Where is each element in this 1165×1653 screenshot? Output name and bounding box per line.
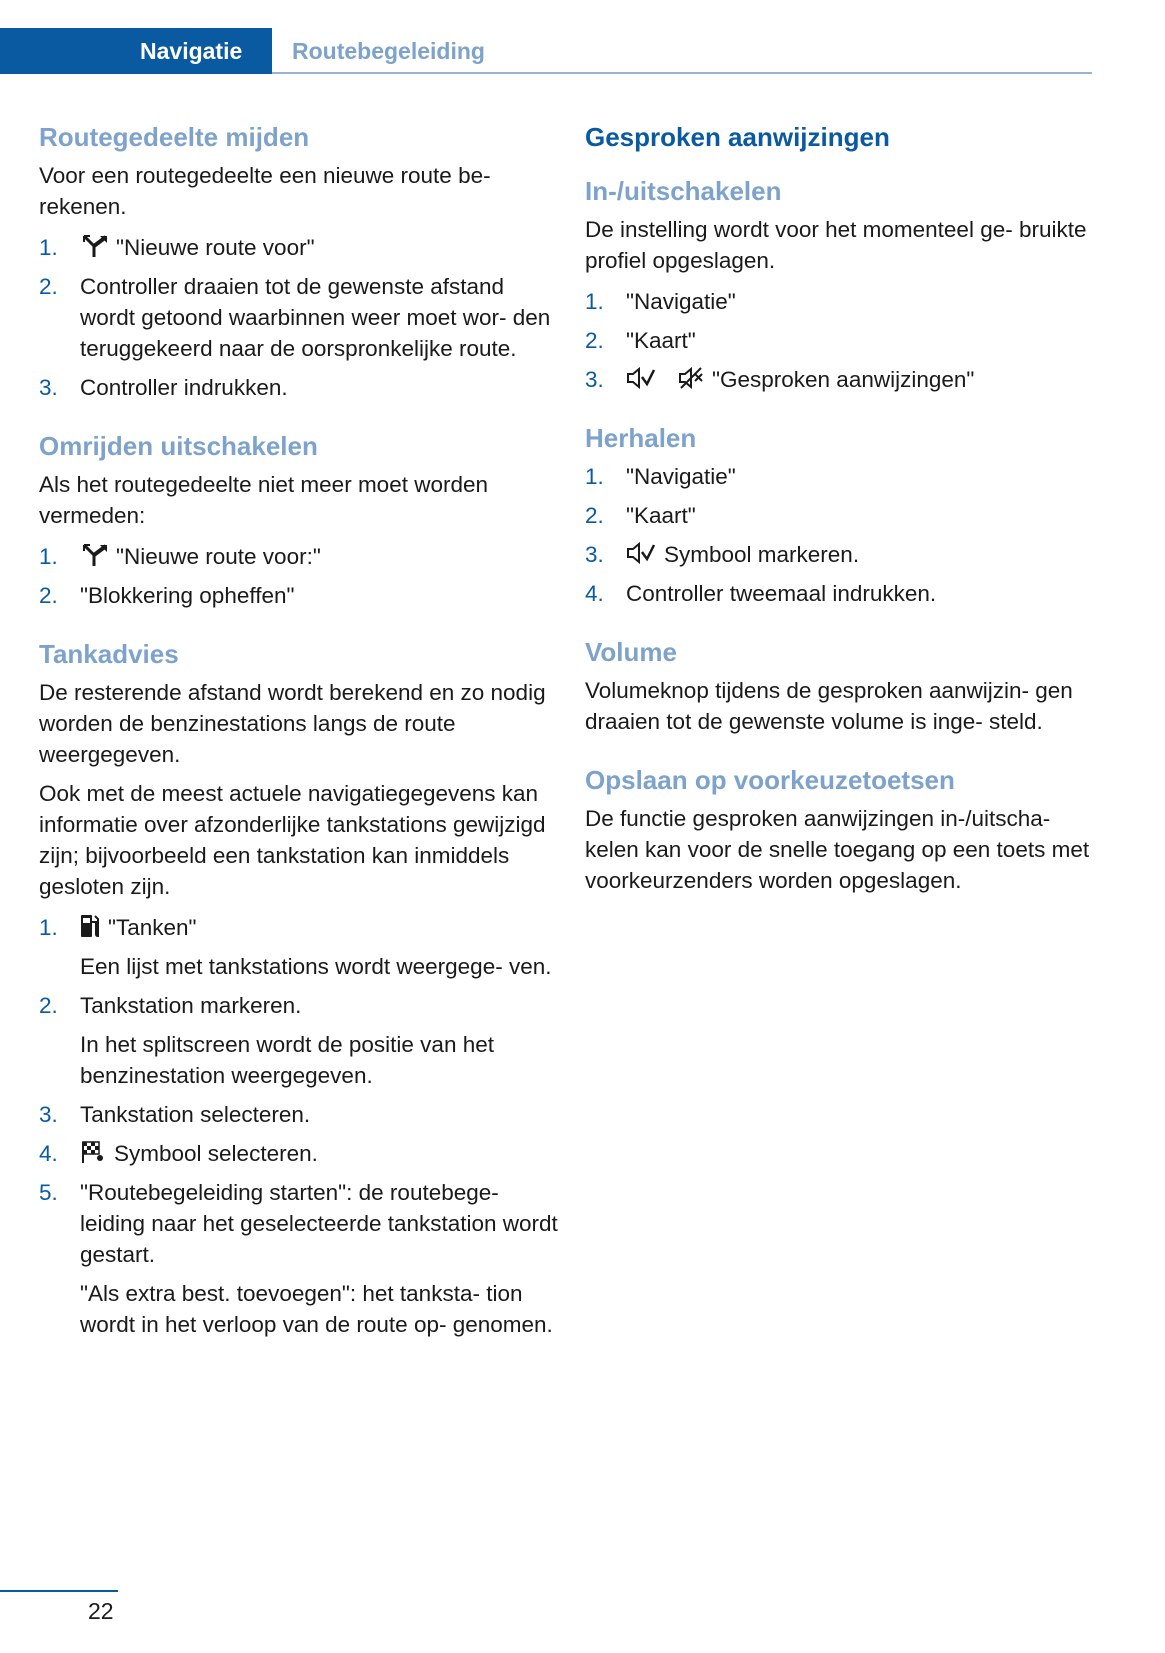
heading-gesproken-aanwijzingen: Gesproken aanwijzingen	[585, 122, 890, 152]
paragraph: Voor een routegedeelte een nieuwe route be- rekenen.	[39, 163, 491, 219]
speaker-check-icon	[626, 541, 656, 565]
list-item	[39, 912, 559, 982]
step-number: 2.	[585, 328, 604, 353]
step-number: 4.	[39, 1141, 58, 1166]
list-item	[39, 1099, 559, 1130]
step-text: "Nieuwe route voor:"	[116, 544, 321, 569]
footer-rule	[0, 1590, 118, 1592]
heading-herhalen: Herhalen	[585, 423, 697, 453]
step-number: 3.	[585, 542, 604, 567]
chapter-tab: Navigatie	[0, 28, 272, 74]
step-text: "Navigatie"	[626, 464, 736, 489]
paragraph: Ook met de meest actuele navigatiegegevens kan informatie over afzonderlijke tankstations gewijzigd zijn; bijvoorbeeld een tankstation kan inmiddels gesloten zijn.	[39, 781, 546, 899]
left-column	[39, 120, 559, 1348]
step-number: 1.	[39, 915, 58, 940]
right-column	[585, 120, 1105, 904]
step-number: 1.	[585, 289, 604, 314]
list-item	[585, 500, 1105, 531]
heading-routegedeelte-mijden: Routegedeelte mijden	[39, 122, 310, 152]
step-text: "Gesproken aanwijzingen"	[712, 367, 975, 392]
step-text: "Tanken"	[108, 915, 197, 940]
fuel-pump-icon	[80, 914, 100, 938]
header-rule	[272, 72, 1092, 74]
list-item	[39, 580, 559, 611]
list-item	[585, 539, 1105, 570]
step-text: Symbool markeren.	[664, 542, 860, 567]
steps-list	[39, 232, 559, 403]
steps-list	[39, 541, 559, 611]
step-number: 2.	[39, 274, 58, 299]
steps-list	[39, 912, 559, 1340]
speaker-check-icon	[626, 366, 656, 390]
step-text: "Routebegeleiding starten": de routebege- leiding naar het geselecteerde tankstation wordt gestart.	[80, 1180, 558, 1267]
step-text: "Kaart"	[626, 328, 696, 353]
step-number: 1.	[585, 464, 604, 489]
route-split-icon	[80, 543, 108, 567]
list-item	[585, 364, 1105, 395]
heading-in-uitschakelen: In-/uitschakelen	[585, 176, 782, 206]
list-item	[39, 232, 559, 263]
step-number: 5.	[39, 1180, 58, 1205]
paragraph: De functie gesproken aanwijzingen in-/uitscha- kelen kan voor de snelle toegang op een toets met voorkeurzenders worden opgeslagen.	[585, 806, 1090, 893]
step-text: Tankstation markeren.	[80, 993, 302, 1018]
step-note: "Als extra best. toevoegen": het tanksta- tion wordt in het verloop van de route op- genomen.	[80, 1281, 553, 1337]
paragraph: De instelling wordt voor het momenteel ge- bruikte profiel opgeslagen.	[585, 217, 1087, 273]
list-item	[39, 1138, 559, 1169]
step-text: "Navigatie"	[626, 289, 736, 314]
step-text: Controller draaien tot de gewenste afstand wordt getoond waarbinnen weer moet wor- den teruggekeerd naar de oorspronkelijke route.	[80, 274, 551, 361]
route-split-icon	[80, 234, 108, 258]
list-item	[39, 1177, 559, 1340]
list-item	[585, 461, 1105, 492]
step-number: 3.	[585, 367, 604, 392]
step-text: Controller tweemaal indrukken.	[626, 581, 937, 606]
step-text: "Blokkering opheffen"	[80, 583, 295, 608]
step-text: Symbool selecteren.	[114, 1141, 318, 1166]
speaker-muted-icon	[678, 366, 704, 390]
list-item	[39, 271, 559, 364]
list-item	[39, 372, 559, 403]
step-number: 3.	[39, 375, 58, 400]
list-item	[39, 541, 559, 572]
paragraph: Volumeknop tijdens de gesproken aanwijzin- gen draaien tot de gewenste volume is inge- steld.	[585, 678, 1073, 734]
step-number: 3.	[39, 1102, 58, 1127]
step-number: 2.	[39, 583, 58, 608]
heading-tankadvies: Tankadvies	[39, 639, 179, 669]
paragraph: De resterende afstand wordt berekend en zo nodig worden de benzinestations langs de route weergegeven.	[39, 680, 546, 767]
heading-opslaan-op-voorkeuzetoetsen: Opslaan op voorkeuzetoetsen	[585, 765, 955, 795]
step-number: 1.	[39, 544, 58, 569]
heading-omrijden-uitschakelen: Omrijden uitschakelen	[39, 431, 318, 461]
destination-flag-icon	[80, 1140, 106, 1164]
list-item	[39, 990, 559, 1091]
list-item	[585, 286, 1105, 317]
step-number: 2.	[585, 503, 604, 528]
step-text: Controller indrukken.	[80, 375, 288, 400]
step-number: 4.	[585, 581, 604, 606]
step-note: In het splitscreen wordt de positie van het benzinestation weergegeven.	[80, 1032, 494, 1088]
paragraph: Als het routegedeelte niet meer moet worden vermeden:	[39, 472, 489, 528]
section-title: Routebegeleiding	[292, 38, 485, 64]
step-note: Een lijst met tankstations wordt weergege- ven.	[80, 954, 552, 979]
steps-list	[585, 286, 1105, 395]
page-number: 22	[88, 1598, 114, 1624]
step-number: 2.	[39, 993, 58, 1018]
heading-volume: Volume	[585, 637, 677, 667]
list-item	[585, 325, 1105, 356]
steps-list	[585, 461, 1105, 609]
step-text: Tankstation selecteren.	[80, 1102, 311, 1127]
step-number: 1.	[39, 235, 58, 260]
step-text: "Kaart"	[626, 503, 696, 528]
step-text: "Nieuwe route voor"	[116, 235, 315, 260]
list-item	[585, 578, 1105, 609]
